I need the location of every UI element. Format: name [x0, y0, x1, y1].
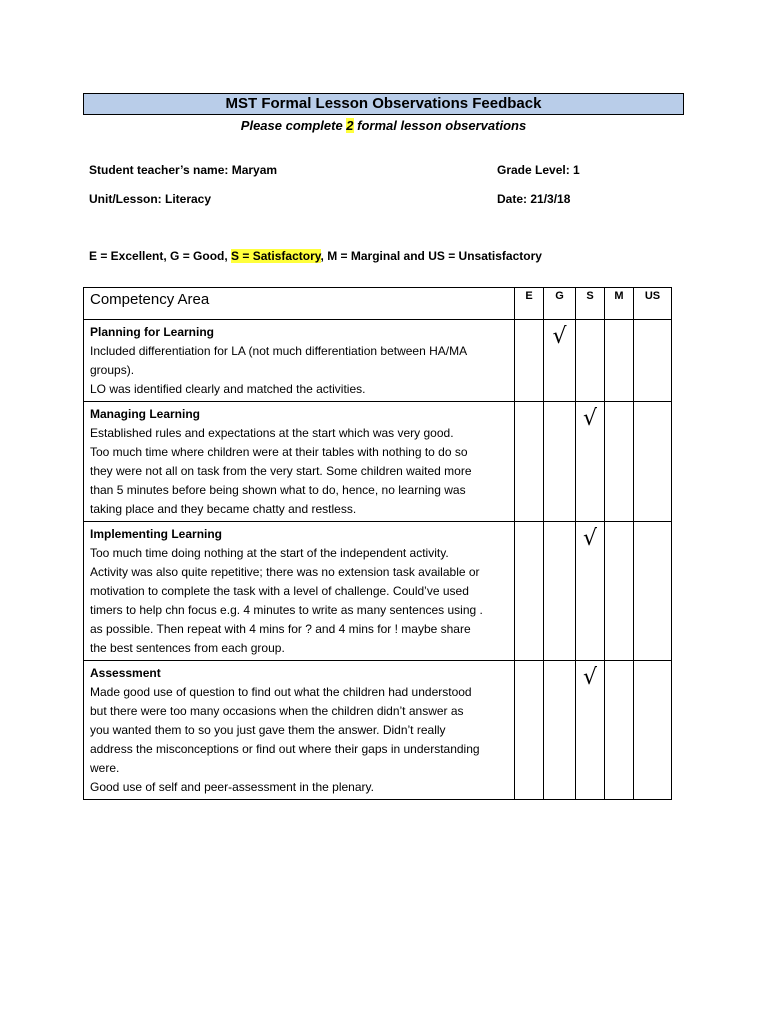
rating-cell-s: [576, 320, 605, 402]
competency-comment-line: Included differentiation for LA (not much differentiation between HA/MA: [90, 344, 468, 358]
competency-comment-line: than 5 minutes before being shown what to do, hence, no learning was: [90, 483, 466, 497]
competency-cell: [84, 522, 515, 661]
rating-header-us: US: [634, 288, 672, 320]
rating-cell-g: [544, 661, 576, 800]
competency-comment-line: were.: [90, 761, 120, 775]
rating-cell-e: [515, 661, 544, 800]
subtitle-text-end: formal lesson observations: [353, 118, 527, 133]
rating-header-m: M: [605, 288, 634, 320]
unit-lesson-field: Unit/Lesson: Literacy: [89, 192, 212, 206]
check-mark-icon: √: [582, 406, 598, 431]
rating-cell-us: [634, 320, 672, 402]
competency-comment-line: Too much time doing nothing at the start of the independent activity.: [90, 546, 449, 560]
competency-title: Planning for Learning: [90, 325, 215, 339]
rating-cell-m: [605, 320, 634, 402]
competency-title: Assessment: [90, 666, 161, 680]
grade-level-field: Grade Level: 1: [497, 163, 580, 177]
table-row: [84, 661, 672, 800]
competency-comment-line: as possible. Then repeat with 4 mins for ? and 4 mins for ! maybe share: [90, 622, 471, 636]
competency-comment-line: motivation to complete the task with a level of challenge. Could’ve used: [90, 584, 469, 598]
table-header-row: [84, 288, 672, 320]
table-row: [84, 522, 672, 661]
competency-cell: [84, 320, 515, 402]
competency-comment-line: they were not all on task from the very start. Some children waited more: [90, 464, 472, 478]
rating-header-e: E: [515, 288, 544, 320]
competency-comment-line: LO was identified clearly and matched the activities.: [90, 382, 366, 396]
rating-cell-e: [515, 402, 544, 522]
subtitle-highlight: 2: [346, 118, 354, 133]
rating-cell-us: [634, 522, 672, 661]
rating-cell-us: [634, 402, 672, 522]
subtitle-text-start: Please complete: [240, 118, 347, 133]
competency-comment-line: Activity was also quite repetitive; there was no extension task available or: [90, 565, 480, 579]
competency-comment-line: Too much time where children were at their tables with nothing to do so: [90, 445, 468, 459]
rating-cell-s: [576, 522, 605, 661]
rating-cell-s: [576, 661, 605, 800]
competency-comment-line: taking place and they became chatty and restless.: [90, 502, 357, 516]
rating-cell-g: [544, 320, 576, 402]
check-mark-icon: √: [582, 526, 598, 551]
form-title: MST Formal Lesson Observations Feedback: [83, 93, 684, 115]
table-row: [84, 402, 672, 522]
legend-text-start: E = Excellent, G = Good,: [89, 249, 232, 263]
competency-cell: [84, 402, 515, 522]
student-name-field: Student teacher’s name: Maryam: [89, 163, 278, 177]
check-mark-icon: √: [582, 665, 598, 690]
table-row: [84, 320, 672, 402]
rating-cell-m: [605, 522, 634, 661]
competency-comment-line: Good use of self and peer-assessment in the plenary.: [90, 780, 374, 794]
rating-cell-s: [576, 402, 605, 522]
check-mark-icon: √: [552, 324, 567, 349]
form-subtitle: [83, 117, 684, 135]
competency-comment-line: you wanted them to so you just gave them the answer. Didn’t really: [90, 723, 446, 737]
rating-header-s: S: [576, 288, 605, 320]
legend-text-end: , M = Marginal and US = Unsatisfactory: [320, 249, 542, 263]
rating-cell-g: [544, 522, 576, 661]
legend-highlight: S = Satisfactory: [231, 249, 321, 263]
competency-comment-line: groups).: [90, 363, 135, 377]
competency-cell: [84, 661, 515, 800]
rating-cell-m: [605, 402, 634, 522]
rating-cell-e: [515, 522, 544, 661]
rating-cell-us: [634, 661, 672, 800]
rating-legend: [89, 248, 542, 264]
competency-comment-line: Made good use of question to find out what the children had understood: [90, 685, 472, 699]
competency-comment-line: but there were too many occasions when the children didn’t answer as: [90, 704, 464, 718]
rating-cell-m: [605, 661, 634, 800]
competency-comment-line: timers to help chn focus e.g. 4 minutes to write as many sentences using .: [90, 603, 483, 617]
date-field: Date: 21/3/18: [497, 192, 571, 206]
rating-header-g: G: [544, 288, 576, 320]
competency-table: [83, 287, 672, 800]
competency-title: Managing Learning: [90, 407, 201, 421]
competency-comment-line: the best sentences from each group.: [90, 641, 285, 655]
competency-title: Implementing Learning: [90, 527, 223, 541]
competency-comment-line: address the misconceptions or find out where their gaps in understanding: [90, 742, 480, 756]
competency-comment-line: Established rules and expectations at the start which was very good.: [90, 426, 454, 440]
competency-area-header: Competency Area: [84, 288, 515, 320]
rating-cell-e: [515, 320, 544, 402]
rating-cell-g: [544, 402, 576, 522]
